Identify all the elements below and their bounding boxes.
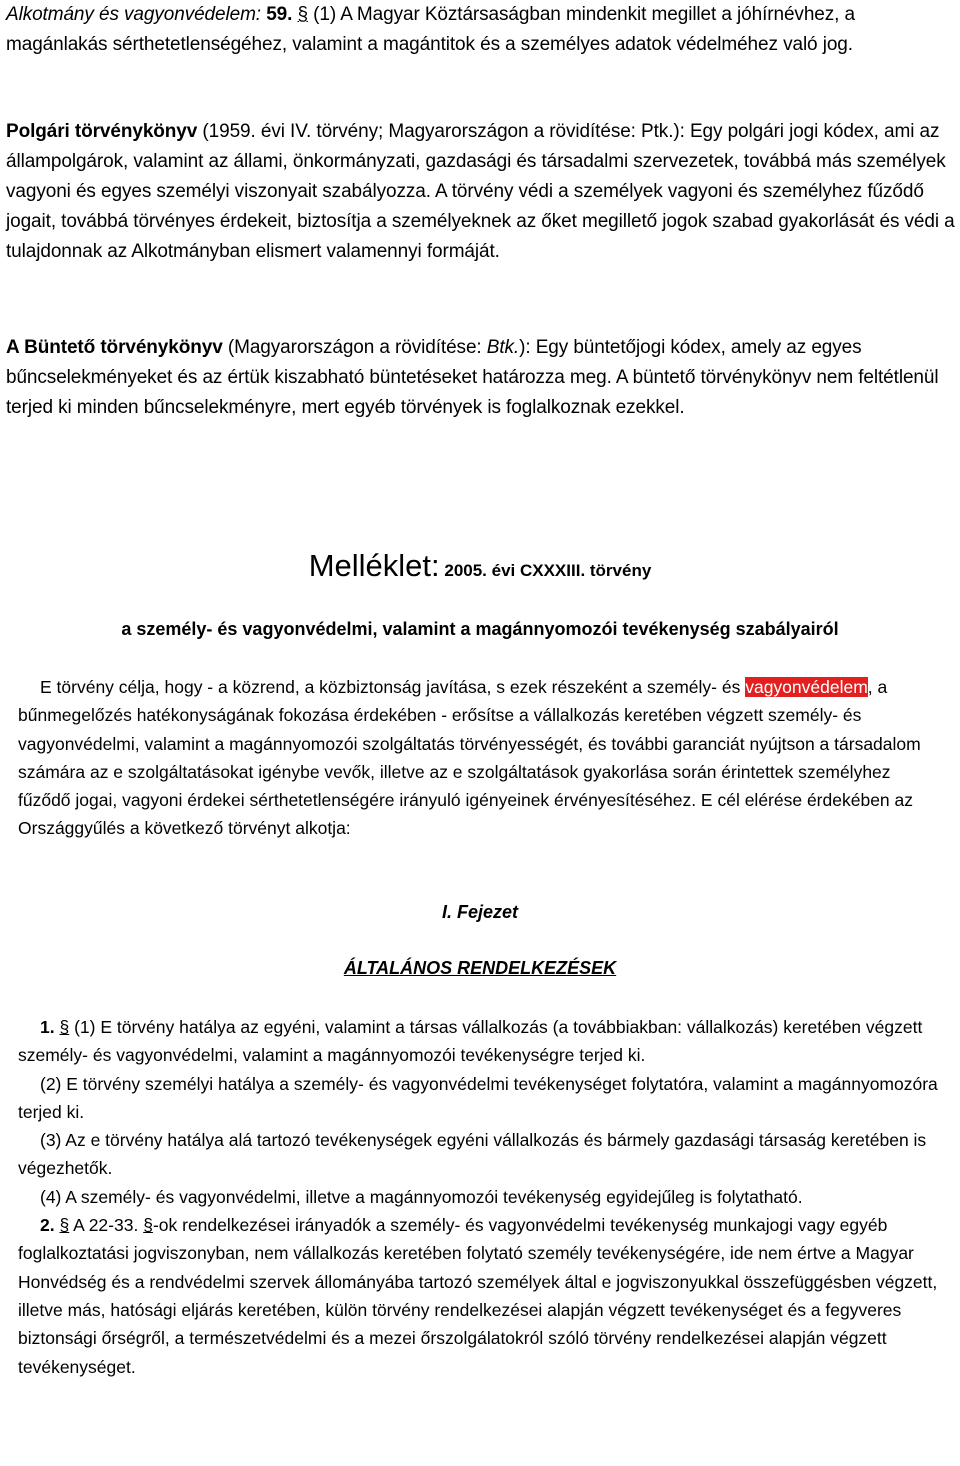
btk-abbr: Btk. bbox=[486, 337, 520, 358]
section-number: 59. bbox=[266, 4, 293, 25]
section-2-ref: A 22-33. bbox=[73, 1215, 139, 1236]
btk-text-a: (Magyarországon a rövidítése: bbox=[227, 337, 487, 358]
section-1-para-1-text: (1) E törvény hatálya az egyéni, valamint a társas vállalkozás (a továbbiakban: vállalkozás) keretében végzett személy- és vagyonvédelmi, valamint a magánnyomozói tevékenységre terjed ki. bbox=[18, 1017, 923, 1066]
melleklet-label: Melléklet: bbox=[308, 548, 440, 583]
ptk-label: Polgári törvénykönyv bbox=[6, 121, 198, 142]
section-1-para-3-text: (3) Az e törvény hatálya alá tartozó tevékenységek egyéni vállalkozás és bármely gazdasági társaság keretében is végezhetők. bbox=[18, 1130, 927, 1179]
preamble-text-b: , a bűnmegelőzés hatékonyságának fokozása érdekében - erősítse a vállalkozás keretében végzett személy- és vagyonvédelmi, valamint a magánnyomozói szolgáltatás törvényességét, és további garanciát nyújtson a társadalom számára az e szolgáltatásokat igénybe vevők, illetve az e szolgáltatások gyakorlása során érintettek személyhez fűződő jogai, vagyoni érdekei sérthetetlenségére irányuló igényeinek érvényesítéséhez. E cél elérése érdekében az Országgyűlés a következő törvényt alkotja: bbox=[18, 677, 921, 839]
law-number: 2005. évi CXXXIII. törvény bbox=[444, 561, 652, 580]
section-1-para-3 bbox=[18, 1126, 942, 1183]
section-1-number: 1. bbox=[40, 1017, 55, 1037]
section-2 bbox=[18, 1211, 942, 1381]
paragraph-alkotmany bbox=[6, 0, 958, 60]
law-subtitle: a személy- és vagyonvédelmi, valamint a magánnyomozói tevékenység szabályairól bbox=[121, 619, 839, 639]
section-1-para-4-text: (4) A személy- és vagyonvédelmi, illetve a magánnyomozói tevékenység egyidejűleg is folytatható. bbox=[40, 1186, 803, 1207]
section-2-sign-link[interactable]: § bbox=[59, 1215, 70, 1236]
section-1-para-2 bbox=[18, 1070, 942, 1127]
alkotmany-label: Alkotmány és vagyonvédelem: bbox=[6, 4, 261, 25]
btk-text-b: ): Egy büntetőjogi kódex, amely az egyes bűncselekményeket és az értük kiszabható büntetéseket határozza meg. A büntető törvénykönyv nem feltétlenül terjed ki minden bűncselekményre, mert egyéb törvények is foglalkoznak ezekkel. bbox=[6, 337, 939, 418]
btk-label: A Büntető törvénykönyv bbox=[6, 337, 223, 358]
section-2-ref-sign-link[interactable]: § bbox=[143, 1215, 153, 1236]
section-2-number: 2. bbox=[40, 1215, 55, 1236]
paragraph-ptk bbox=[6, 117, 958, 267]
section-1-para-2-text: (2) E törvény személyi hatálya a személy- és vagyonvédelmi tevékenységet folytatóra, valamint a magánnyomozóra terjed ki. bbox=[18, 1073, 938, 1122]
chapter-title: ÁLTALÁNOS RENDELKEZÉSEK bbox=[343, 958, 617, 978]
section-1-para-4 bbox=[18, 1183, 942, 1211]
ptk-text: (1959. évi IV. törvény; Magyarországon a rövidítése: Ptk.): Egy polgári jogi kódex, ami az állampolgárok, valamint az állami, önkormányzati, gazdasági és társadalmi szervezetek, továbbá más személyek vagyoni és egyes személyi viszonyait szabályozza. A törvény védi a személyek vagyoni és személyhez fűződő jogait, továbbá törvényes érdekeit, biztosítja a személyeknek az őket megillető jogok szabad gyakorlását és védi a tulajdonnak az Alkotmányban elismert valamennyi formáját. bbox=[6, 121, 955, 262]
section-1-sign-link[interactable]: § bbox=[59, 1017, 70, 1037]
law-title bbox=[0, 548, 960, 584]
highlighted-term: vagyonvédelem bbox=[745, 677, 868, 697]
preamble bbox=[18, 673, 942, 843]
preamble-text-a: E törvény célja, hogy - a közrend, a közbiztonság javítása, s ezek részeként a személy- és bbox=[40, 677, 741, 697]
paragraph-btk bbox=[6, 333, 958, 423]
sections bbox=[18, 1013, 942, 1381]
chapter-number: I. Fejezet bbox=[441, 902, 519, 922]
section-2-text: -ok rendelkezései irányadók a személy- és vagyonvédelmi tevékenység munkajogi vagy egyéb foglalkoztatási jogviszonyban, nem vállalkozás keretében folytató személy tevékenységére, ide nem értve a Magyar Honvédség és a rendvédelmi szervek állományába tartozó személyek által e jogviszonyukkal összefüggésben végzett, illetve más, hatósági eljárás keretében, külön törvény rendelkezései alapján végzett tevékenységet és a fegyveres biztonsági őrségről, a természetvédelmi és a mezei őrszolgálatokról szóló törvény rendelkezései alapján végzett tevékenységet. bbox=[18, 1215, 938, 1377]
section-sign-link[interactable]: § bbox=[297, 4, 308, 25]
section-1-para-1 bbox=[18, 1013, 942, 1070]
alkotmany-text: (1) A Magyar Köztársaságban mindenkit megillet a jóhírnévhez, a magánlakás sérthetetlenségéhez, valamint a magántitok és a személyes adatok védelméhez való jog. bbox=[6, 4, 855, 55]
